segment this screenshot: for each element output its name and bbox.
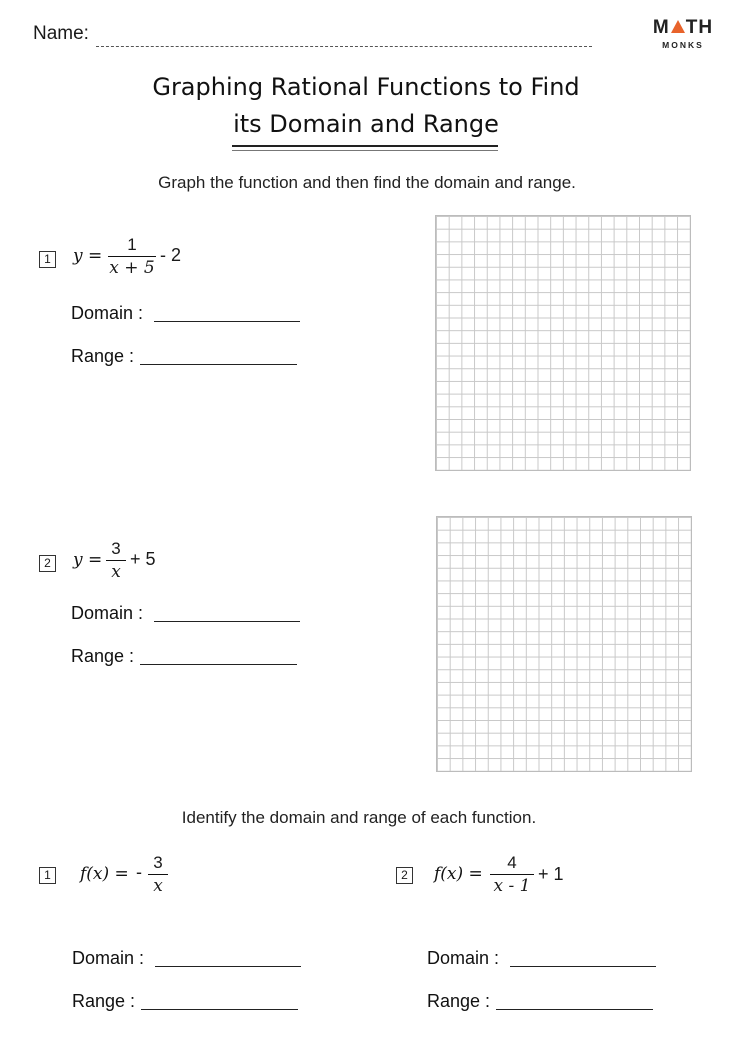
fraction — [148, 853, 168, 896]
fraction-bar — [148, 874, 168, 875]
domain-label: Domain : — [72, 948, 145, 968]
domain-label: Domain : — [71, 603, 144, 623]
fraction — [108, 235, 156, 278]
fraction-numerator: 3 — [111, 539, 121, 558]
name-label: Name: — [33, 23, 89, 44]
function-lhs: f(x) = — [80, 864, 129, 884]
problem-number: 1 — [39, 867, 56, 884]
page-title-line2: its Domain and Range — [233, 110, 499, 138]
fraction-bar — [490, 874, 534, 875]
section1-instruction: Graph the function and then find the domain and range. — [158, 173, 576, 192]
title-underline — [232, 145, 498, 147]
page-title-line1: Graphing Rational Functions to Find — [152, 73, 580, 101]
range-label: Range : — [71, 346, 135, 366]
negative-sign: - — [136, 862, 142, 882]
range-label: Range : — [71, 646, 135, 666]
domain-answer-line[interactable] — [154, 621, 300, 622]
range-label: Range : — [72, 991, 136, 1011]
domain-label: Domain : — [427, 948, 500, 968]
problem-number: 2 — [39, 555, 56, 572]
math-monks-logo — [652, 18, 714, 50]
section2-instruction: Identify the domain and range of each function. — [181, 808, 537, 827]
fraction-numerator: 4 — [507, 853, 517, 872]
logo-subtitle: MONKS — [662, 40, 704, 50]
equation-lhs: y = — [73, 550, 103, 570]
domain-answer-line[interactable] — [155, 966, 301, 967]
fraction — [490, 853, 534, 896]
title-underline-thin — [232, 150, 498, 151]
fraction-denominator: x — [111, 562, 121, 582]
equation-rest: - 2 — [160, 245, 182, 265]
problem-number: 2 — [396, 867, 413, 884]
fraction-bar — [106, 560, 126, 561]
range-answer-line[interactable] — [496, 1009, 653, 1010]
graph-grid[interactable] — [436, 516, 692, 772]
function-lhs: f(x) = — [434, 864, 483, 884]
range-answer-line[interactable] — [140, 364, 297, 365]
equation-rest: + 5 — [130, 549, 156, 569]
range-label: Range : — [427, 991, 491, 1011]
logo-letters-th: TH — [685, 17, 714, 38]
domain-answer-line[interactable] — [154, 321, 300, 322]
fraction-denominator: x - 1 — [493, 876, 531, 896]
range-answer-line[interactable] — [140, 664, 297, 665]
fraction-numerator: 1 — [127, 235, 137, 254]
problem-number: 1 — [39, 251, 56, 268]
fraction-numerator: 3 — [153, 853, 163, 872]
fraction-bar — [108, 256, 156, 257]
logo-letter-m: M — [652, 17, 670, 38]
graph-grid[interactable] — [435, 215, 691, 471]
domain-label: Domain : — [71, 303, 144, 323]
name-input-line[interactable] — [96, 46, 592, 47]
equation-rest: + 1 — [538, 864, 564, 884]
range-answer-line[interactable] — [141, 1009, 298, 1010]
triangle-icon — [671, 20, 685, 33]
equation-lhs: y = — [73, 246, 103, 266]
fraction — [106, 539, 126, 582]
fraction-denominator: x + 5 — [109, 258, 155, 278]
domain-answer-line[interactable] — [510, 966, 656, 967]
fraction-denominator: x — [153, 876, 163, 896]
